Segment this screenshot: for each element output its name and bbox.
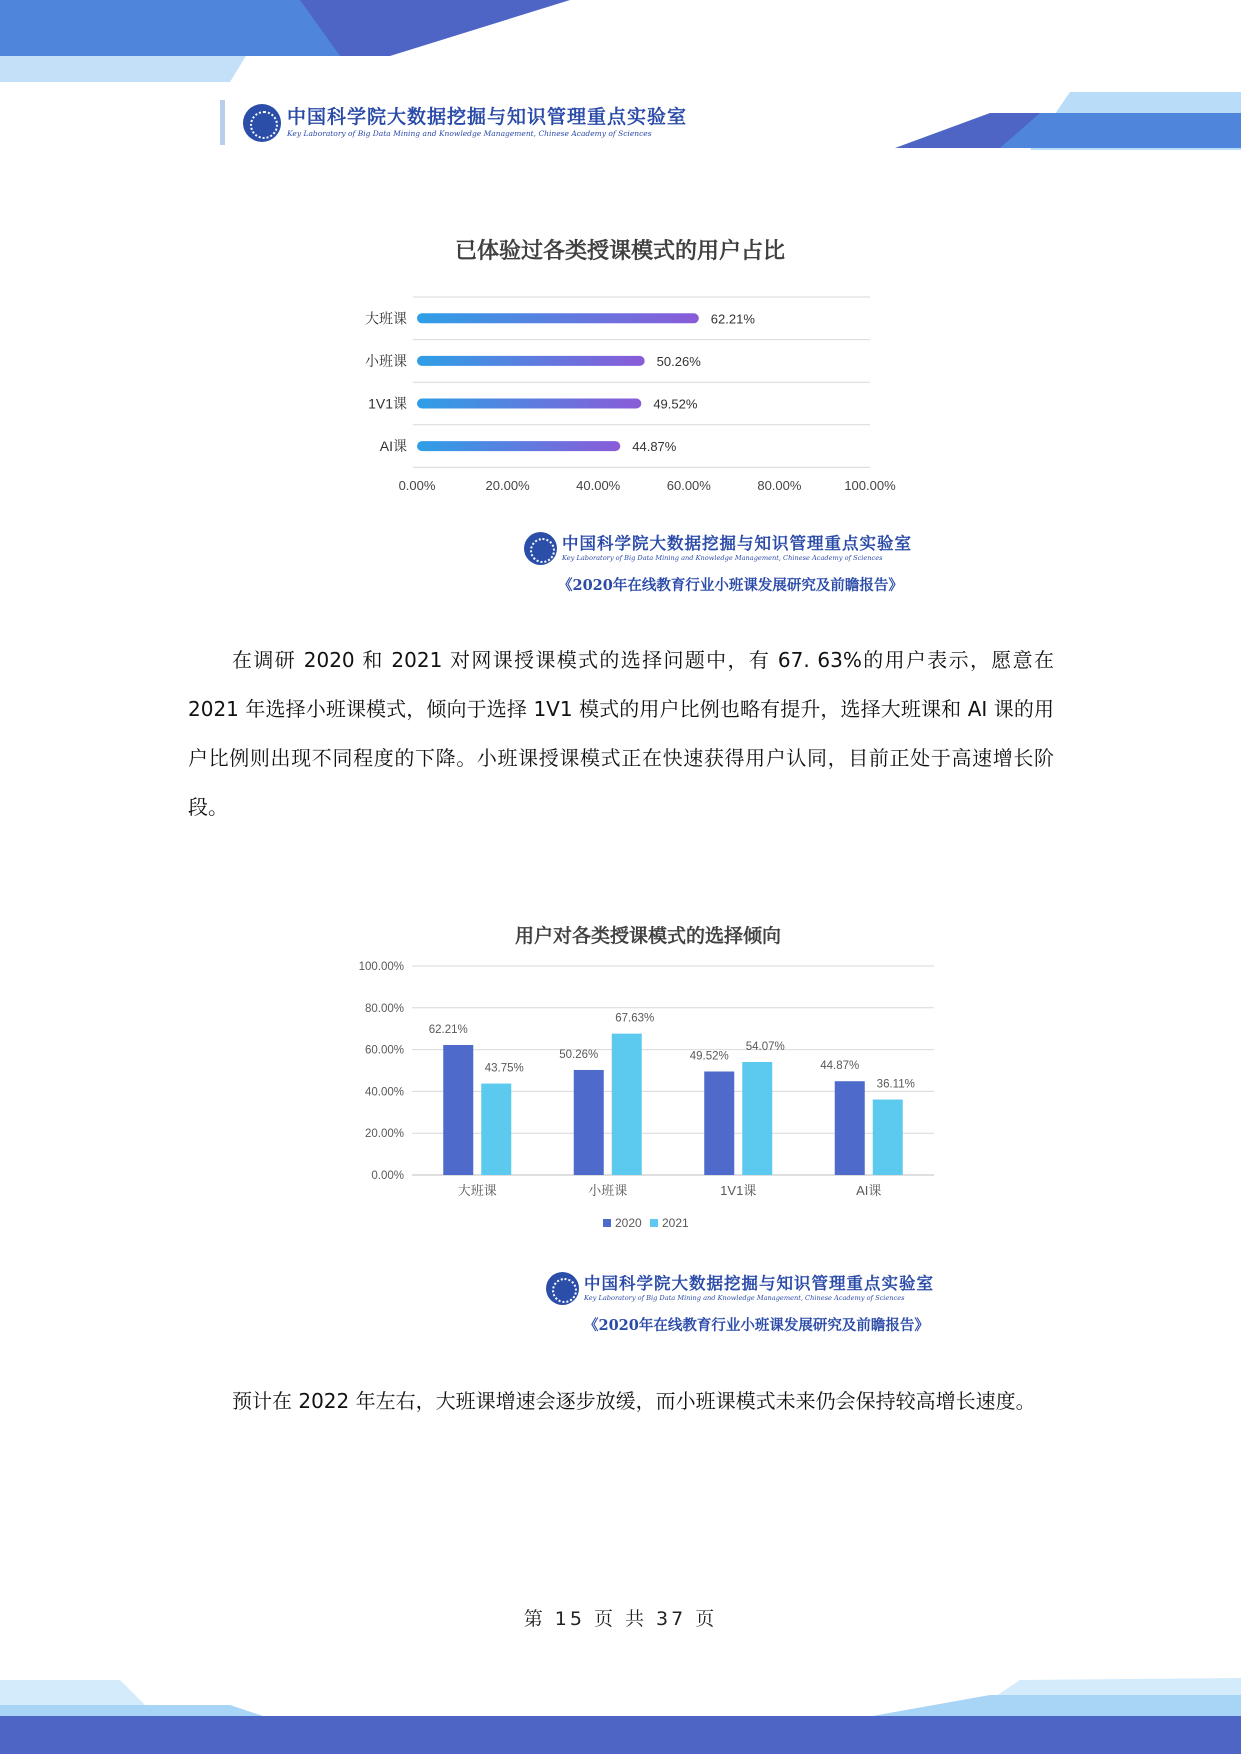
chart1-source: 《2020年在线教育行业小班课发展研究及前瞻报告》 bbox=[558, 577, 903, 594]
chart1-x-tick-label: 40.00% bbox=[576, 478, 621, 493]
lab-name-en: Key Laboratory of Big Data Mining and Knowledge Management, Chinese Academy of Sciences bbox=[584, 1294, 905, 1302]
chart2-bar-2021 bbox=[481, 1084, 511, 1175]
chart2-data-label: 67.63% bbox=[615, 1012, 655, 1025]
chart2-grouped-bar bbox=[348, 955, 948, 1240]
bottom-decoration bbox=[0, 1675, 1241, 1754]
chart1-x-tick-label: 60.00% bbox=[666, 478, 711, 493]
chart1-horizontal-bar bbox=[340, 290, 920, 500]
cas-emblem-icon bbox=[243, 104, 281, 142]
header-lab-logo bbox=[243, 104, 687, 142]
chart1-category-label: 小班课 bbox=[365, 352, 407, 369]
chart2-bar-2021 bbox=[742, 1062, 772, 1175]
chart2-y-tick-label: 40.00% bbox=[364, 1086, 404, 1099]
cas-emblem-icon bbox=[546, 1272, 579, 1305]
chart1-category-label: 1V1课 bbox=[368, 395, 407, 412]
chart2-bar-2020 bbox=[443, 1045, 473, 1175]
chart2-data-label: 43.75% bbox=[484, 1062, 524, 1075]
chart1-category-label: 大班课 bbox=[365, 310, 407, 327]
chart2-data-label: 54.07% bbox=[745, 1040, 785, 1053]
chart2-category-label: AI课 bbox=[856, 1183, 882, 1198]
chart2-category-label: 小班课 bbox=[588, 1183, 628, 1198]
chart2-source: 《2020年在线教育行业小班课发展研究及前瞻报告》 bbox=[584, 1317, 929, 1334]
chart1-bar bbox=[417, 313, 699, 323]
chart2-bar-2021 bbox=[612, 1034, 642, 1175]
lab-name-cn: 中国科学院大数据挖掘与知识管理重点实验室 bbox=[562, 534, 912, 553]
chart1-x-tick-label: 0.00% bbox=[398, 478, 436, 493]
cas-emblem-icon bbox=[524, 532, 557, 565]
chart2-y-tick-label: 0.00% bbox=[371, 1170, 404, 1182]
chart2-bar-2020 bbox=[574, 1070, 604, 1175]
chart1-value-label: 49.52% bbox=[653, 396, 698, 412]
chart2-title: 用户对各类授课模式的选择倾向 bbox=[514, 925, 781, 947]
chart1-lab-logo bbox=[524, 532, 912, 565]
chart2-lab-logo bbox=[546, 1272, 934, 1305]
chart2-legend-swatch bbox=[650, 1219, 658, 1227]
chart1-value-label: 44.87% bbox=[632, 439, 677, 455]
chart2-data-label: 49.52% bbox=[689, 1050, 729, 1063]
chart2-y-tick-label: 60.00% bbox=[364, 1044, 404, 1057]
chart1-bar bbox=[417, 356, 645, 366]
chart2-y-tick-label: 100.00% bbox=[358, 961, 404, 973]
chart1-category-label: AI课 bbox=[379, 438, 407, 455]
chart2-data-label: 50.26% bbox=[559, 1048, 599, 1061]
chart1-title: 已体验过各类授课模式的用户占比 bbox=[454, 239, 785, 264]
chart1-x-tick-label: 100.00% bbox=[844, 478, 896, 493]
chart2-legend-label: 2020 bbox=[615, 1216, 642, 1230]
lab-name-en: Key Laboratory of Big Data Mining and Knowledge Management, Chinese Academy of Sciences bbox=[562, 554, 883, 562]
chart2-data-label: 36.11% bbox=[876, 1078, 915, 1091]
chart2-bar-2021 bbox=[873, 1100, 903, 1175]
page-number: 第 15 页 共 37 页 bbox=[523, 1608, 718, 1630]
chart2-data-label: 62.21% bbox=[428, 1023, 468, 1036]
chart1-x-tick-label: 20.00% bbox=[485, 478, 530, 493]
chart2-category-label: 1V1课 bbox=[720, 1183, 757, 1198]
chart2-bar-2020 bbox=[835, 1081, 865, 1175]
chart1-value-label: 62.21% bbox=[710, 311, 755, 327]
chart1-bar bbox=[417, 441, 620, 451]
chart2-y-tick-label: 80.00% bbox=[364, 1002, 404, 1015]
lab-name-cn: 中国科学院大数据挖掘与知识管理重点实验室 bbox=[584, 1274, 934, 1293]
chart2-legend-label: 2021 bbox=[662, 1216, 689, 1230]
chart1-bar bbox=[417, 399, 641, 409]
chart2-data-label: 44.87% bbox=[820, 1060, 860, 1073]
chart2-category-label: 大班课 bbox=[457, 1183, 497, 1198]
chart1-x-tick-label: 80.00% bbox=[757, 478, 802, 493]
lab-name-en: Key Laboratory of Big Data Mining and Knowledge Management, Chinese Academy of Sciences bbox=[287, 129, 652, 138]
chart2-legend-swatch bbox=[603, 1219, 611, 1227]
lab-name-cn: 中国科学院大数据挖掘与知识管理重点实验室 bbox=[287, 106, 688, 128]
header-divider bbox=[220, 100, 225, 145]
paragraph-2: 预计在 2022 年左右，大班课增速会逐步放缓，而小班课模式未来仍会保持较高增长速度。 bbox=[232, 1389, 1036, 1413]
chart2-bar-2020 bbox=[704, 1072, 734, 1175]
chart1-value-label: 50.26% bbox=[656, 353, 701, 369]
paragraph-1: 在调研 2020 和 2021 对网课授课模式的选择问题中，有 67. 63%的用户表示，愿意在 2021 年选择小班课模式，倾向于选择 1V1 模式的用户比例也略有提升，选择大班课和 AI 课的用户比例则出现不同程度的下降。小班课授课模式正在快速获得用户认同，目前正处于高速增长阶段。 bbox=[188, 648, 1054, 819]
chart2-y-tick-label: 20.00% bbox=[364, 1128, 404, 1141]
